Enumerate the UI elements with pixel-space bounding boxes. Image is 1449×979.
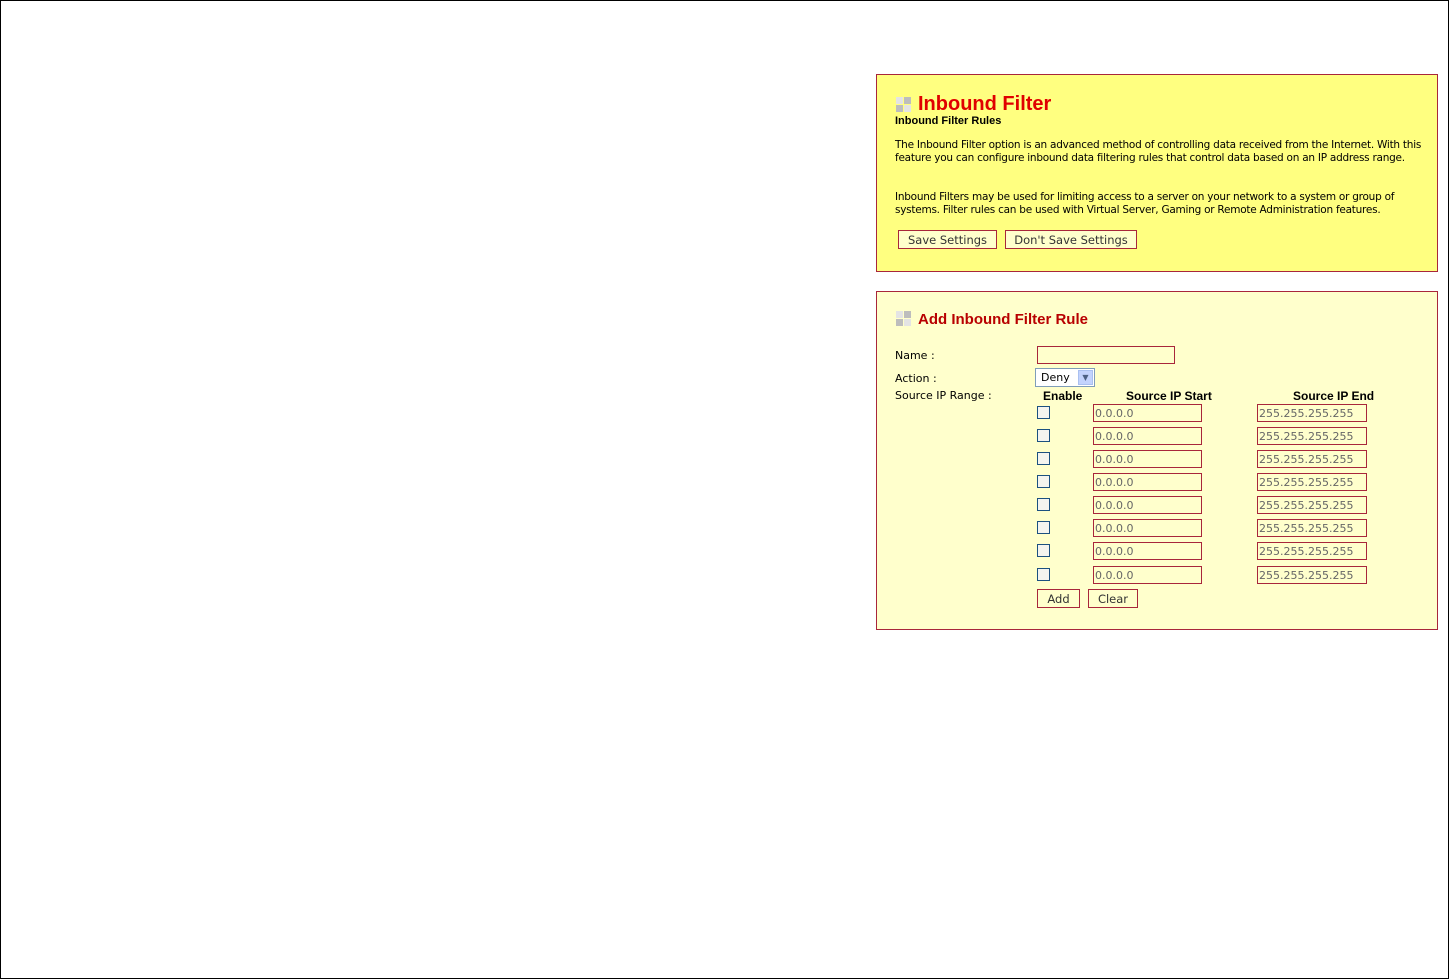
section-grid-icon bbox=[896, 97, 912, 113]
add-button[interactable]: Add bbox=[1037, 589, 1080, 608]
source-ip-end-input-5[interactable] bbox=[1257, 496, 1367, 514]
source-ip-start-input-6[interactable] bbox=[1093, 519, 1202, 537]
source-ip-end-header: Source IP End bbox=[1293, 389, 1375, 403]
action-select[interactable] bbox=[1035, 368, 1095, 387]
save-settings-button[interactable]: Save Settings bbox=[898, 230, 997, 249]
enable-checkbox-4[interactable] bbox=[1037, 475, 1050, 488]
source-ip-end-input-1[interactable] bbox=[1257, 404, 1367, 422]
name-input[interactable] bbox=[1037, 346, 1175, 364]
section-grid-icon bbox=[896, 311, 912, 327]
enable-checkbox-6[interactable] bbox=[1037, 521, 1050, 534]
enable-checkbox-5[interactable] bbox=[1037, 498, 1050, 511]
description-paragraph-1: The Inbound Filter option is an advanced method of controlling data received from the Internet. With this feature you can configure inbound data filtering rules that control data based on an IP address range. bbox=[895, 139, 1422, 164]
dont-save-settings-button[interactable]: Don't Save Settings bbox=[1005, 230, 1137, 249]
add-rule-panel bbox=[876, 291, 1438, 630]
source-ip-start-input-3[interactable] bbox=[1093, 450, 1202, 468]
source-ip-start-input-8[interactable] bbox=[1093, 566, 1202, 584]
enable-checkbox-3[interactable] bbox=[1037, 452, 1050, 465]
source-ip-end-input-8[interactable] bbox=[1257, 566, 1367, 584]
enable-checkbox-2[interactable] bbox=[1037, 429, 1050, 442]
name-label: Name : bbox=[895, 349, 935, 362]
enable-column-header: Enable bbox=[1043, 389, 1083, 403]
source-ip-start-input-2[interactable] bbox=[1093, 427, 1202, 445]
source-ip-end-input-7[interactable] bbox=[1257, 542, 1367, 560]
source-ip-start-input-4[interactable] bbox=[1093, 473, 1202, 491]
source-ip-start-input-5[interactable] bbox=[1093, 496, 1202, 514]
chevron-down-icon[interactable]: ▼ bbox=[1078, 370, 1093, 385]
enable-checkbox-7[interactable] bbox=[1037, 544, 1050, 557]
inbound-filter-panel bbox=[876, 74, 1438, 272]
enable-checkbox-1[interactable] bbox=[1037, 406, 1050, 419]
description-paragraph-2: Inbound Filters may be used for limiting access to a server on your network to a system or group of systems. Filter rules can be used with Virtual Server, Gaming or Remote Administration features. bbox=[895, 191, 1395, 216]
source-ip-range-label: Source IP Range : bbox=[895, 389, 992, 402]
add-rule-title: Add Inbound Filter Rule bbox=[918, 311, 1088, 328]
source-ip-start-input-7[interactable] bbox=[1093, 542, 1202, 560]
source-ip-end-input-3[interactable] bbox=[1257, 450, 1367, 468]
page-title: Inbound Filter bbox=[918, 93, 1052, 115]
source-ip-end-input-2[interactable] bbox=[1257, 427, 1367, 445]
source-ip-start-header: Source IP Start bbox=[1126, 389, 1212, 403]
action-select-value: Deny bbox=[1041, 371, 1070, 384]
enable-checkbox-8[interactable] bbox=[1037, 568, 1050, 581]
source-ip-start-input-1[interactable] bbox=[1093, 404, 1202, 422]
source-ip-end-input-4[interactable] bbox=[1257, 473, 1367, 491]
action-label: Action : bbox=[895, 372, 937, 385]
source-ip-end-input-6[interactable] bbox=[1257, 519, 1367, 537]
page-subtitle: Inbound Filter Rules bbox=[895, 115, 1002, 127]
clear-button[interactable]: Clear bbox=[1088, 589, 1138, 608]
